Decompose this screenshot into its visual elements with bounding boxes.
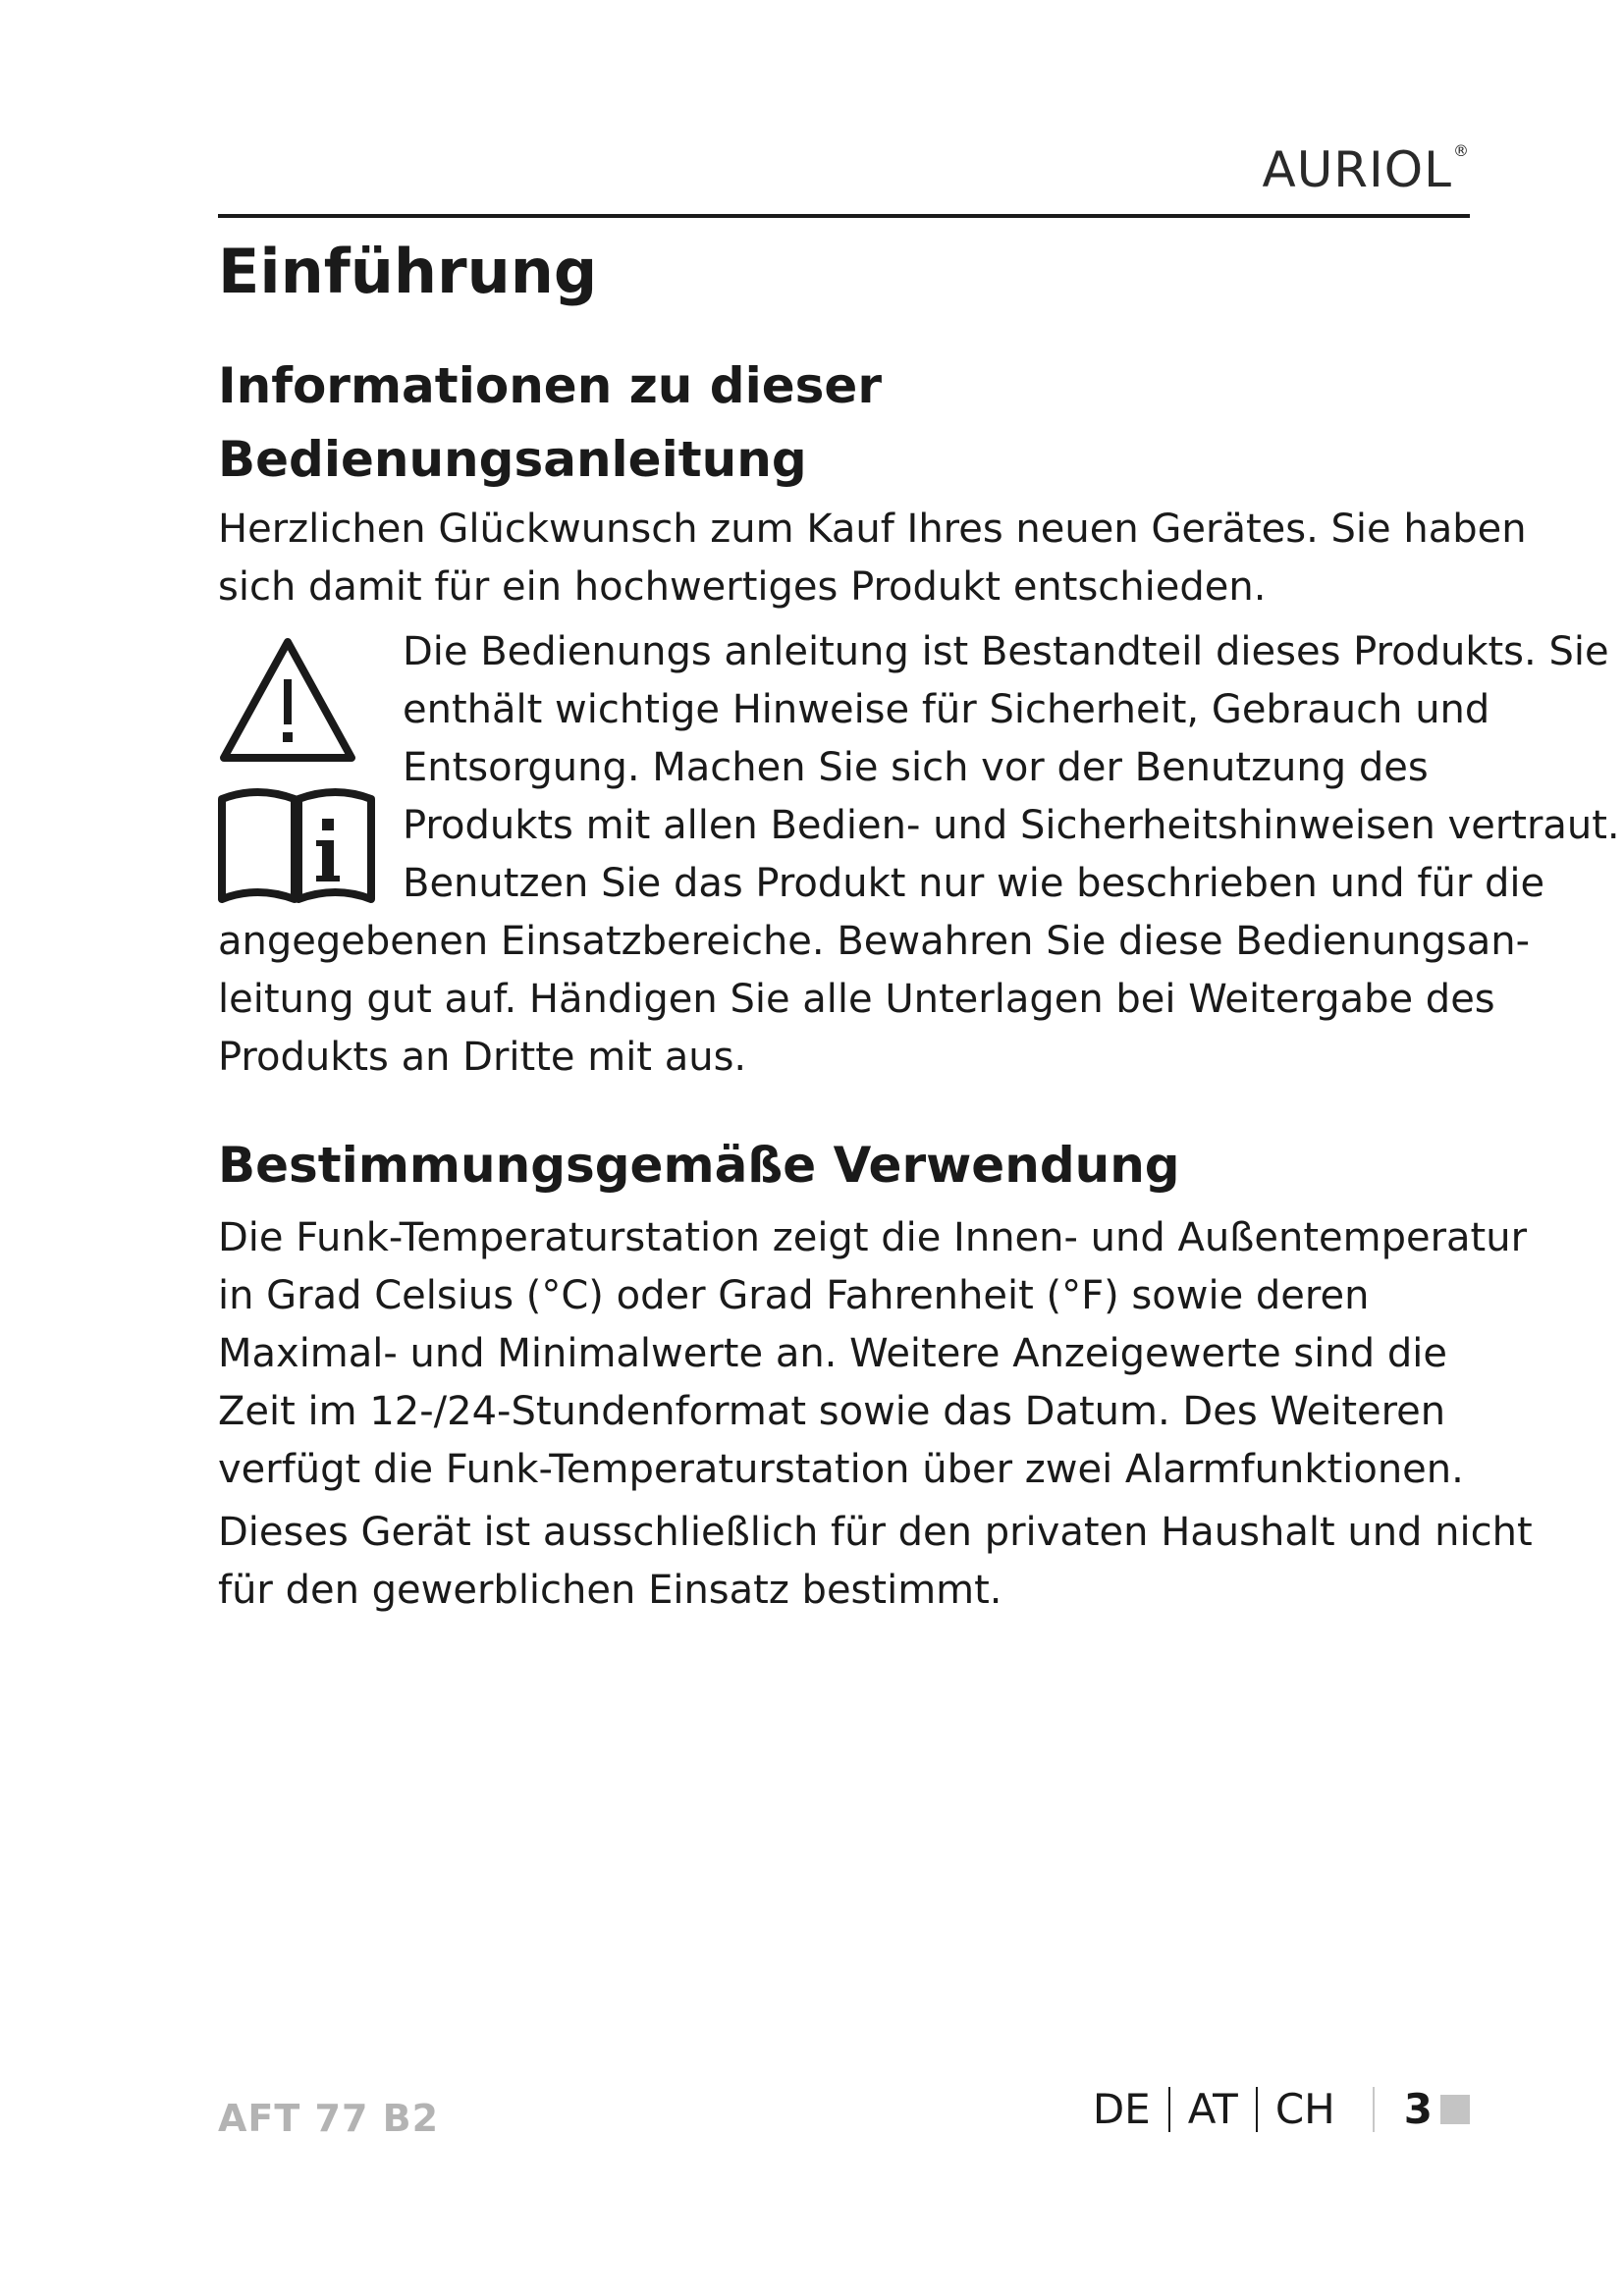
- text-line: Zeit im 12-/24-Stundenformat sowie das Datum. Des Weiteren: [218, 1389, 1446, 1434]
- header-rule: [218, 214, 1470, 218]
- divider: [1168, 2087, 1170, 2132]
- text-line: Die Bedienungs anleitung ist Bestandteil dieses Produkts. Sie: [403, 629, 1609, 674]
- registered-mark: ®: [1453, 141, 1470, 160]
- text-line: Produkts mit allen Bedien- und Sicherheitshinweisen vertraut.: [403, 803, 1620, 848]
- text-line: enthält wichtige Hinweise für Sicherheit, Gebrauch und: [403, 687, 1490, 732]
- text-line: für den gewerblichen Einsatz bestimmt.: [218, 1568, 1002, 1613]
- brand-name: AURIOL: [1262, 141, 1452, 198]
- divider: [1256, 2087, 1258, 2132]
- intro-paragraph: [218, 501, 1527, 616]
- page-title: Einführung: [218, 236, 598, 307]
- page-marker-square-icon: [1440, 2095, 1470, 2124]
- section-heading-manual-info: [218, 349, 882, 497]
- intended-use-paragraph: [218, 1209, 1527, 1499]
- heading-line: Informationen zu dieser: [218, 357, 882, 414]
- language-ch: CH: [1274, 2085, 1335, 2133]
- footer-language-page: [1093, 2085, 1470, 2133]
- language-at: AT: [1187, 2085, 1238, 2133]
- model-number: AFT 77 B2: [218, 2097, 440, 2140]
- safety-icons: [218, 636, 375, 904]
- brand-logo: [1262, 141, 1471, 198]
- text-line: Die Funk-Temperaturstation zeigt die Innen- und Außentemperatur: [218, 1215, 1528, 1260]
- text-line: Dieses Gerät ist ausschließlich für den privaten Haushalt und nicht: [218, 1510, 1533, 1555]
- private-use-paragraph: [218, 1504, 1533, 1620]
- text-line: verfügt die Funk-Temperaturstation über zwei Alarmfunktionen.: [218, 1447, 1464, 1492]
- text-line: Benutzen Sie das Produkt nur wie beschrieben und für die: [403, 861, 1545, 906]
- text-line: Produkts an Dritte mit aus.: [218, 1035, 747, 1080]
- text-line: angegebenen Einsatzbereiche. Bewahren Sie diese Bedienungsan-: [218, 919, 1531, 964]
- warning-triangle-icon: [218, 636, 357, 766]
- manual-notice-continuation: [218, 913, 1530, 1087]
- heading-line: Bedienungsanleitung: [218, 431, 807, 488]
- language-de: DE: [1092, 2085, 1151, 2133]
- text-line: sich damit für ein hochwertiges Produkt entschieden.: [218, 564, 1267, 610]
- text-line: Entsorgung. Machen Sie sich vor der Benutzung des: [403, 745, 1429, 790]
- text-line: in Grad Celsius (°C) oder Grad Fahrenheit (°F) sowie deren: [218, 1273, 1370, 1318]
- divider: [1373, 2087, 1375, 2132]
- text-line: Herzlichen Glückwunsch zum Kauf Ihres neuen Gerätes. Sie haben: [218, 507, 1527, 552]
- info-book-icon: [218, 781, 375, 904]
- text-line: leitung gut auf. Händigen Sie alle Unterlagen bei Weitergabe des: [218, 977, 1495, 1022]
- text-line: Maximal- und Minimalwerte an. Weitere Anzeigewerte sind die: [218, 1331, 1447, 1376]
- page-number: 3: [1403, 2085, 1433, 2133]
- section-heading-intended-use: Bestimmungsgemäße Verwendung: [218, 1137, 1180, 1194]
- manual-notice-paragraph: [403, 623, 1620, 913]
